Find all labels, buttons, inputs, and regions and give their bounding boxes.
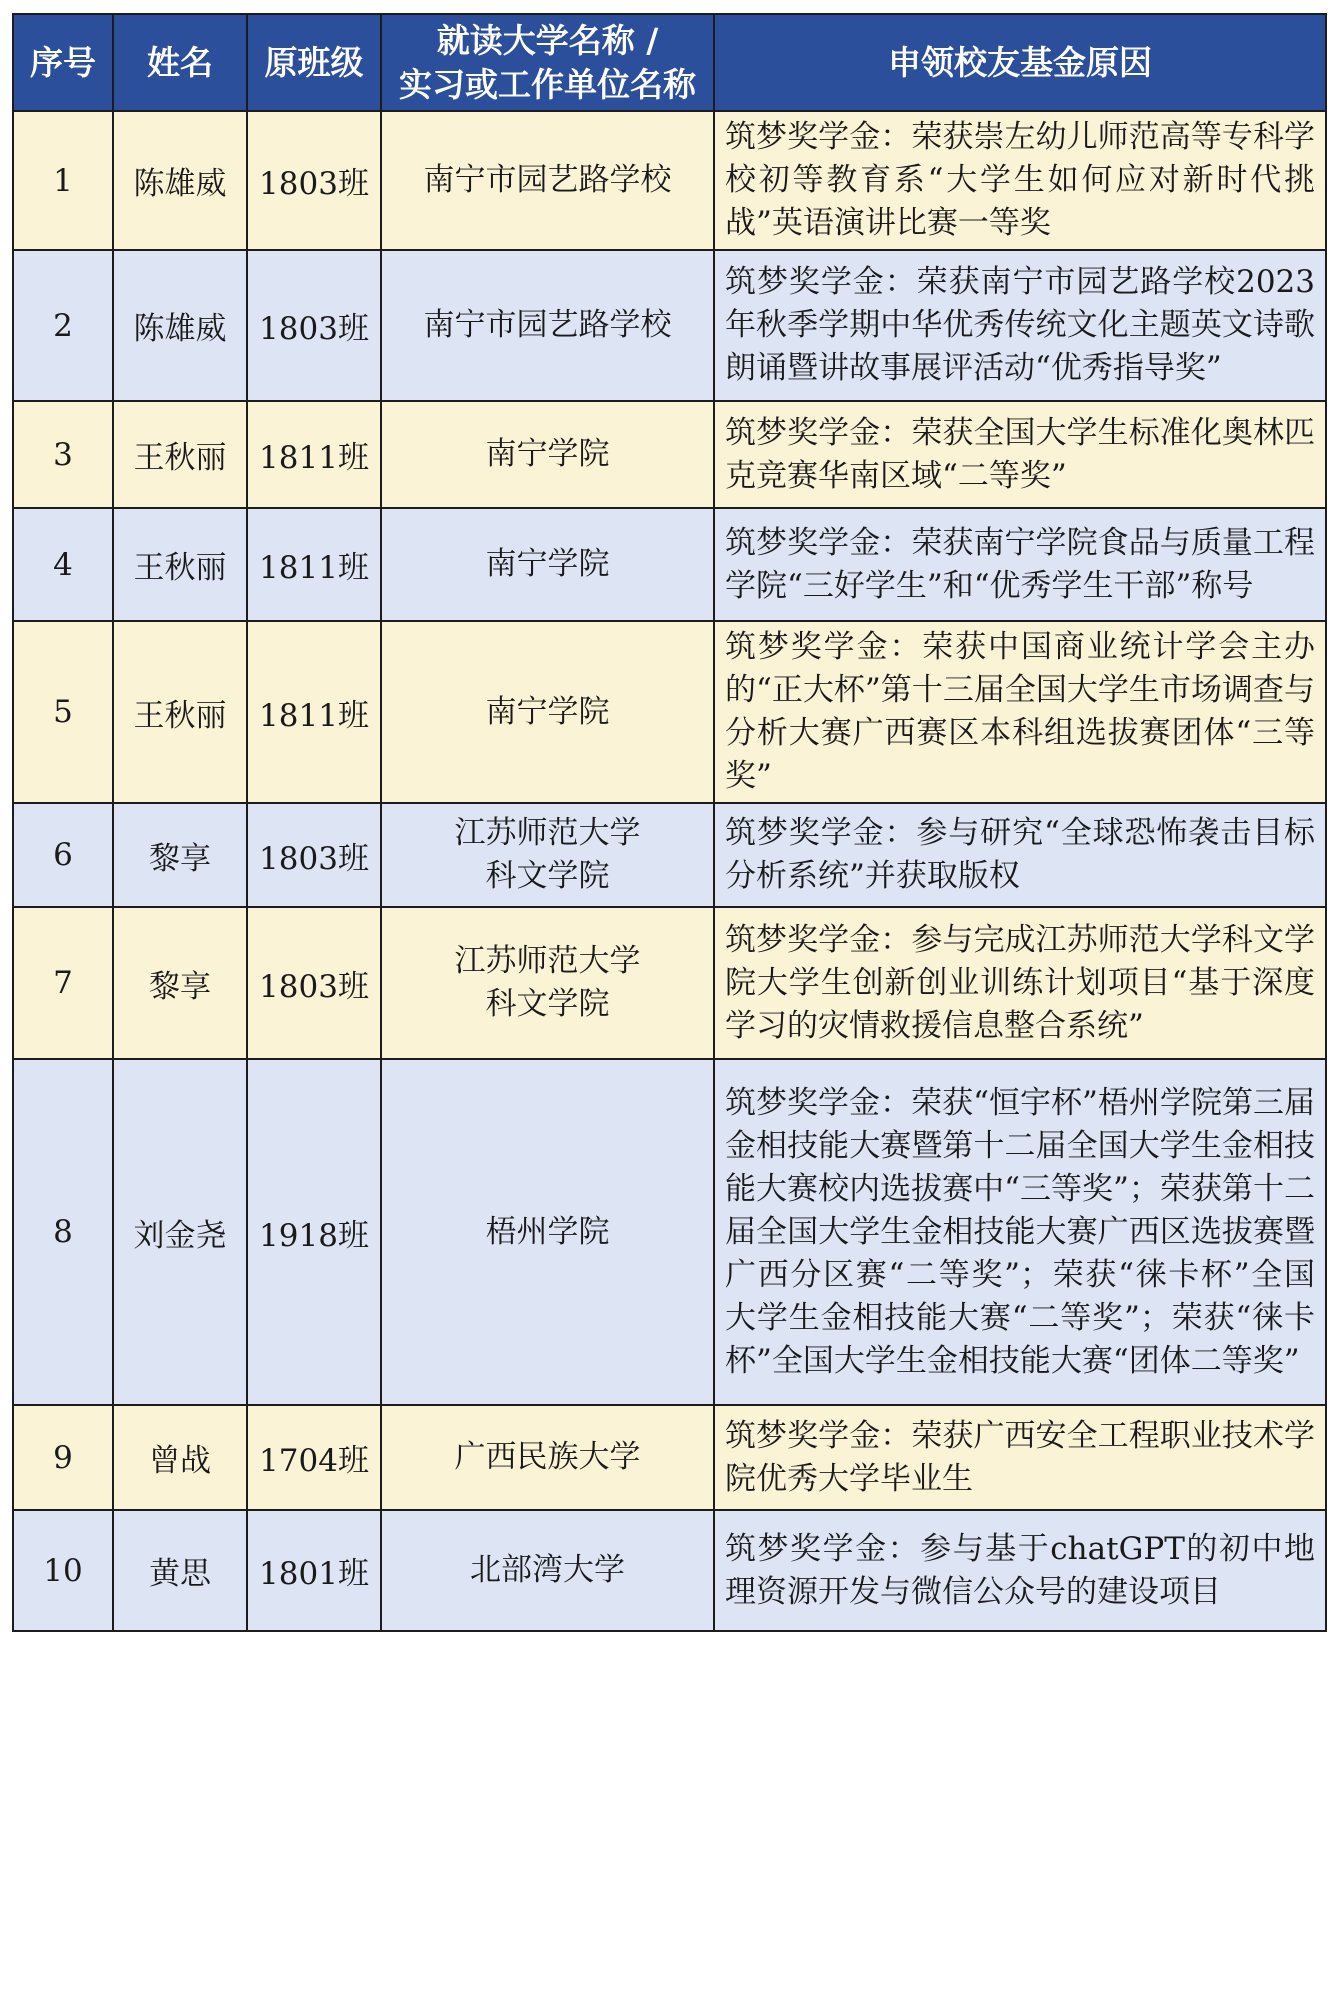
cell-class: 1803班 bbox=[247, 250, 381, 401]
cell-class: 1803班 bbox=[247, 907, 381, 1059]
cell-class: 1801班 bbox=[247, 1510, 381, 1631]
cell-school bbox=[381, 508, 714, 621]
table-body bbox=[13, 111, 1326, 1631]
cell-class: 1811班 bbox=[247, 508, 381, 621]
cell-reason: 筑梦奖学金：荣获中国商业统计学会主办的“正大杯”第十三届全国大学生市场调查与分析大赛广西赛区本科组选拔赛团体“三等奖” bbox=[714, 621, 1326, 803]
cell-school-line: 南宁学院 bbox=[485, 693, 610, 730]
cell-name: 曾战 bbox=[113, 1405, 247, 1510]
cell-school-line: 广西民族大学 bbox=[454, 1439, 641, 1475]
table-row bbox=[13, 401, 1326, 508]
cell-name: 陈雄威 bbox=[113, 250, 247, 401]
cell-no: 7 bbox=[13, 907, 113, 1059]
header-school-line2: 实习或工作单位名称 bbox=[399, 64, 696, 104]
table-row bbox=[13, 250, 1326, 401]
header-class: 原班级 bbox=[247, 14, 381, 111]
table-row bbox=[13, 111, 1326, 250]
cell-school bbox=[381, 803, 714, 907]
cell-school bbox=[381, 111, 714, 250]
cell-school bbox=[381, 250, 714, 401]
cell-reason: 筑梦奖学金：荣获“恒宇杯”梧州学院第三届金相技能大赛暨第十二届全国大学生金相技能大赛校内选拔赛中“三等奖”；荣获第十二届全国大学生金相技能大赛广西区选拔赛暨广西分区赛“二等奖”；荣获“徕卡杯”全国大学生金相技能大赛“二等奖”；荣获“徕卡杯”全国大学生金相技能大赛“团体二等奖” bbox=[714, 1059, 1326, 1405]
cell-class: 1803班 bbox=[247, 111, 381, 250]
cell-school-line: 南宁市园艺路学校 bbox=[423, 307, 672, 343]
cell-school bbox=[381, 907, 714, 1059]
cell-name: 王秋丽 bbox=[113, 401, 247, 508]
table-row bbox=[13, 621, 1326, 803]
cell-class: 1811班 bbox=[247, 621, 381, 803]
table-row bbox=[13, 1405, 1326, 1510]
cell-name: 黄思 bbox=[113, 1510, 247, 1631]
cell-no: 10 bbox=[13, 1510, 113, 1631]
table-row bbox=[13, 1059, 1326, 1405]
table-row bbox=[13, 803, 1326, 907]
header-row bbox=[13, 14, 1326, 111]
cell-class: 1811班 bbox=[247, 401, 381, 508]
cell-no: 2 bbox=[13, 250, 113, 401]
cell-name: 王秋丽 bbox=[113, 508, 247, 621]
cell-no: 8 bbox=[13, 1059, 113, 1405]
cell-school bbox=[381, 401, 714, 508]
cell-school-line: 江苏师范大学 bbox=[454, 943, 641, 979]
header-school bbox=[381, 14, 714, 111]
cell-reason: 筑梦奖学金：荣获南宁学院食品与质量工程学院“三好学生”和“优秀学生干部”称号 bbox=[714, 508, 1326, 621]
cell-no: 4 bbox=[13, 508, 113, 621]
cell-class: 1704班 bbox=[247, 1405, 381, 1510]
cell-school bbox=[381, 1059, 714, 1405]
table-header bbox=[13, 14, 1326, 111]
cell-no: 3 bbox=[13, 401, 113, 508]
cell-reason: 筑梦奖学金：参与完成江苏师范大学科文学院大学生创新创业训练计划项目“基于深度学习的灾情救援信息整合系统” bbox=[714, 907, 1326, 1059]
cell-school-line: 南宁市园艺路学校 bbox=[423, 162, 672, 198]
cell-class: 1918班 bbox=[247, 1059, 381, 1405]
cell-name: 陈雄威 bbox=[113, 111, 247, 250]
cell-school bbox=[381, 1510, 714, 1631]
cell-reason: 筑梦奖学金：荣获广西安全工程职业技术学院优秀大学毕业生 bbox=[714, 1405, 1326, 1510]
cell-no: 9 bbox=[13, 1405, 113, 1510]
cell-class: 1803班 bbox=[247, 803, 381, 907]
header-school-line1: 就读大学名称 / bbox=[436, 20, 659, 60]
table-row bbox=[13, 508, 1326, 621]
cell-reason: 筑梦奖学金：参与基于chatGPT的初中地理资源开发与微信公众号的建设项目 bbox=[714, 1510, 1326, 1631]
cell-reason: 筑梦奖学金：参与研究“全球恐怖袭击目标分析系统”并获取版权 bbox=[714, 803, 1326, 907]
cell-name: 黎享 bbox=[113, 907, 247, 1059]
cell-school-line: 南宁学院 bbox=[485, 546, 610, 582]
cell-school bbox=[381, 1405, 714, 1510]
cell-school bbox=[381, 621, 714, 803]
cell-name: 王秋丽 bbox=[113, 621, 247, 803]
cell-school-line: 科文学院 bbox=[485, 986, 610, 1022]
header-reason: 申领校友基金原因 bbox=[714, 14, 1326, 111]
cell-no: 6 bbox=[13, 803, 113, 907]
cell-school-line: 科文学院 bbox=[485, 858, 610, 894]
cell-school-line: 南宁学院 bbox=[485, 436, 610, 472]
table-row bbox=[13, 907, 1326, 1059]
header-no: 序号 bbox=[13, 14, 113, 111]
cell-reason: 筑梦奖学金：荣获崇左幼儿师范高等专科学校初等教育系“大学生如何应对新时代挑战”英语演讲比赛一等奖 bbox=[714, 111, 1326, 250]
cell-no: 1 bbox=[13, 111, 113, 250]
header-name: 姓名 bbox=[113, 14, 247, 111]
cell-school-line: 北部湾大学 bbox=[470, 1552, 625, 1588]
table-row bbox=[13, 1510, 1326, 1631]
alumni-fund-table bbox=[12, 13, 1327, 1632]
cell-school-line: 梧州学院 bbox=[485, 1213, 610, 1250]
cell-name: 刘金尧 bbox=[113, 1059, 247, 1405]
cell-no: 5 bbox=[13, 621, 113, 803]
cell-school-line: 江苏师范大学 bbox=[454, 815, 641, 851]
cell-reason: 筑梦奖学金：荣获全国大学生标准化奥林匹克竞赛华南区域“二等奖” bbox=[714, 401, 1326, 508]
cell-name: 黎享 bbox=[113, 803, 247, 907]
cell-reason: 筑梦奖学金：荣获南宁市园艺路学校2023年秋季学期中华优秀传统文化主题英文诗歌朗诵暨讲故事展评活动“优秀指导奖” bbox=[714, 250, 1326, 401]
